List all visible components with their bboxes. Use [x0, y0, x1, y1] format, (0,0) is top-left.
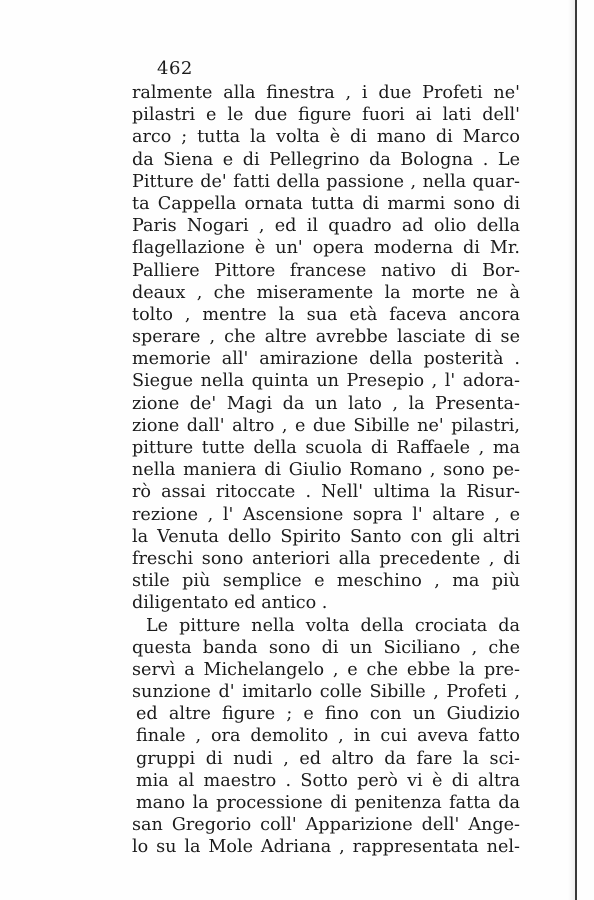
text-line: mia al maestro . Sotto però vi è di altra [136, 770, 520, 791]
binding-shadow [568, 0, 575, 900]
page-number: 462 [157, 58, 193, 79]
text-line: finale , ora demolito , in cui aveva fatto [136, 726, 520, 747]
text-line: ta Cappella ornata tutta di marmi sono di [132, 193, 520, 214]
text-line: stile più semplice e meschino , ma più [132, 571, 520, 592]
text-line: freschi sono anteriori alla precedente , di [132, 548, 520, 569]
text-line: servì a Michelangelo , e che ebbe la pre- [132, 659, 520, 680]
paragraph-end-line: diligentato ed antico . [132, 593, 328, 614]
text-line: zione de' Magi da un lato , la Presenta- [132, 393, 520, 414]
body-text [132, 82, 520, 859]
text-line: sunzione d' imitarlo colle Sibille , Profeti , [132, 682, 520, 703]
text-line: arco ; tutta la volta è di mano di Marco [132, 127, 520, 148]
text-line: san Gregorio coll' Apparizione dell' Ange- [132, 815, 520, 836]
text-line: tolto , mentre la sua età faceva ancora [132, 304, 520, 325]
text-line: Paris Nogari , ed il quadro ad olio della [132, 216, 520, 237]
text-line: lo su la Mole Adriana , rappresentata nel- [132, 837, 520, 858]
text-line: mano la processione di penitenza fatta da [136, 793, 520, 813]
text-line: zione dall' altro , e due Sibille ne' pilastri, [132, 415, 520, 436]
text-line: questa banda sono di un Siciliano , che [132, 637, 520, 658]
text-line: Siegue nella quinta un Presepio , l' adora- [132, 371, 520, 392]
text-line: Pitture de' fatti della passione , nella quar- [132, 171, 520, 192]
text-line: la Venuta dello Spirito Santo con gli altri [132, 526, 520, 547]
text-line: pitture tutte della scuola di Raffaele , ma [132, 438, 520, 458]
text-line: deaux , che miseramente la morte ne à [132, 282, 520, 303]
text-line: nella maniera di Giulio Romano , sono pe- [132, 460, 520, 481]
text-line: ralmente alla finestra , i due Profeti ne' [132, 83, 520, 103]
text-line: memorie all' amirazione della posterità . [132, 349, 520, 370]
text-line: rò assai ritoccate . Nell' ultima la Risur- [132, 482, 520, 503]
text-line: sperare , che altre avrebbe lasciate di se [132, 327, 520, 348]
text-line: flagellazione è un' opera moderna di Mr. [132, 238, 520, 259]
paragraph-start-line: Le pitture nella volta della crociata da [146, 615, 520, 636]
text-line: pilastri e le due figure fuori ai lati dell' [132, 105, 520, 126]
text-line: da Siena e di Pellegrino da Bologna . Le [132, 149, 520, 170]
text-line: Palliere Pittore francese nativo di Bor- [132, 260, 520, 281]
text-line: rezione , l' Ascensione sopra l' altare , e [132, 504, 520, 525]
text-line: gruppi di nudi , ed altro da fare la sci- [136, 748, 520, 769]
page-edge-line [575, 0, 577, 900]
text-line: ed altre figure ; e fino con un Giudizio [136, 704, 520, 725]
